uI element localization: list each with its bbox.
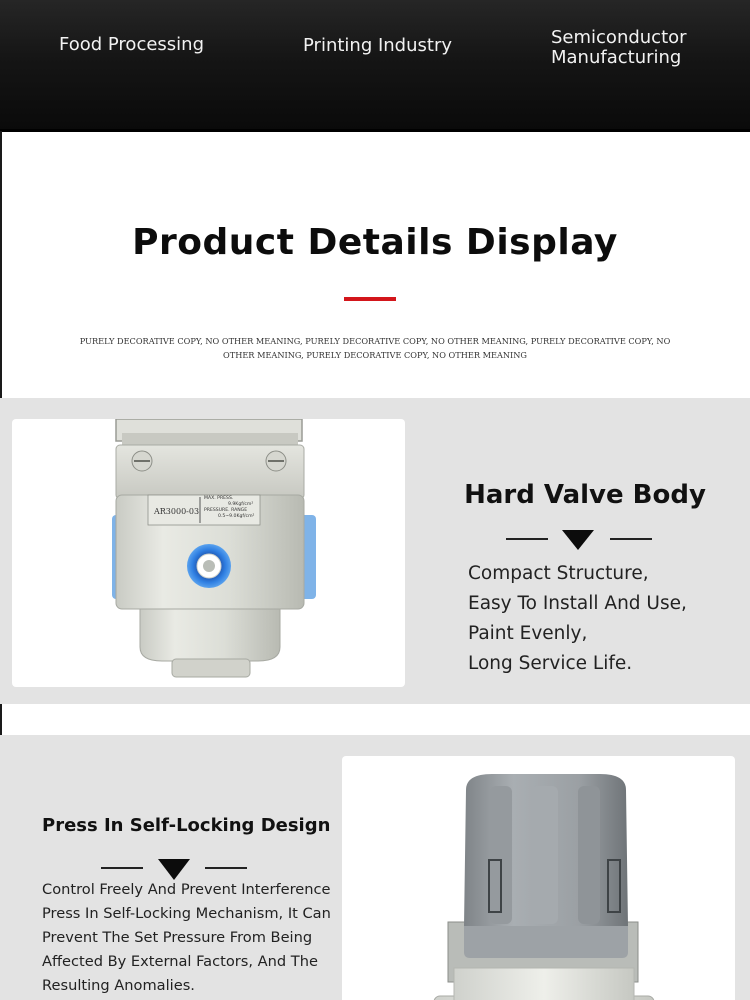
divider-left <box>101 867 143 869</box>
feature-item: Long Service Life. <box>468 653 633 674</box>
product-spec-label <box>204 496 254 520</box>
industry-semiconductor-line2: Manufacturing <box>551 47 682 68</box>
regulator-body-illustration <box>12 419 405 687</box>
title-accent-bar <box>344 297 396 301</box>
product-image-self-locking <box>342 756 735 1000</box>
industry-printing: Printing Industry <box>303 35 453 56</box>
banner-divider <box>0 129 750 132</box>
spec-line-1: MAX. PRESS. <box>204 496 234 501</box>
spec-line-4: 0.5~9.0Kgf/cm² <box>218 514 255 519</box>
regulator-knob-illustration <box>342 756 735 1000</box>
divider-right <box>205 867 247 869</box>
product-image-valve-body <box>12 419 405 687</box>
feature-list-valve-body <box>468 559 738 679</box>
industry-food-processing: Food Processing <box>59 34 205 55</box>
industry-semiconductor <box>551 28 741 68</box>
product-model-label: AR3000-03 <box>154 507 200 516</box>
decorative-copy: PURELY DECORATIVE COPY, NO OTHER MEANING, PURELY DECORATIVE COPY, NO OTHER MEANING, PURELY DECORATIVE COPY, NO OTHER MEANING, PURELY DECORATIVE COPY, NO OTHER MEANING <box>79 336 671 360</box>
feature-item: Paint Evenly, <box>468 623 588 644</box>
divider-left <box>506 538 548 540</box>
feature-item: Compact Structure, <box>468 563 649 584</box>
spec-line-2: 9.9Kgf/cm² <box>228 502 254 507</box>
feature-item: Easy To Install And Use, <box>468 593 687 614</box>
spec-line-3: PRESSURE. RANGE <box>204 508 248 513</box>
industry-banner <box>0 0 750 131</box>
feature-title-self-locking: Press In Self-Locking Design <box>42 815 331 836</box>
feature-description-self-locking: Control Freely And Prevent Interference Press In Self-Locking Mechanism, It Can Prevent The Set Pressure From Being Affected By External Factors, And The Resulting Anomalies. <box>42 881 331 994</box>
feature-title-valve-body: Hard Valve Body <box>464 480 706 510</box>
page-title: Product Details Display <box>132 222 618 263</box>
down-triangle-icon <box>158 859 190 880</box>
industry-semiconductor-line1: Semiconductor <box>551 27 687 48</box>
down-triangle-icon <box>562 530 594 550</box>
divider-right <box>610 538 652 540</box>
